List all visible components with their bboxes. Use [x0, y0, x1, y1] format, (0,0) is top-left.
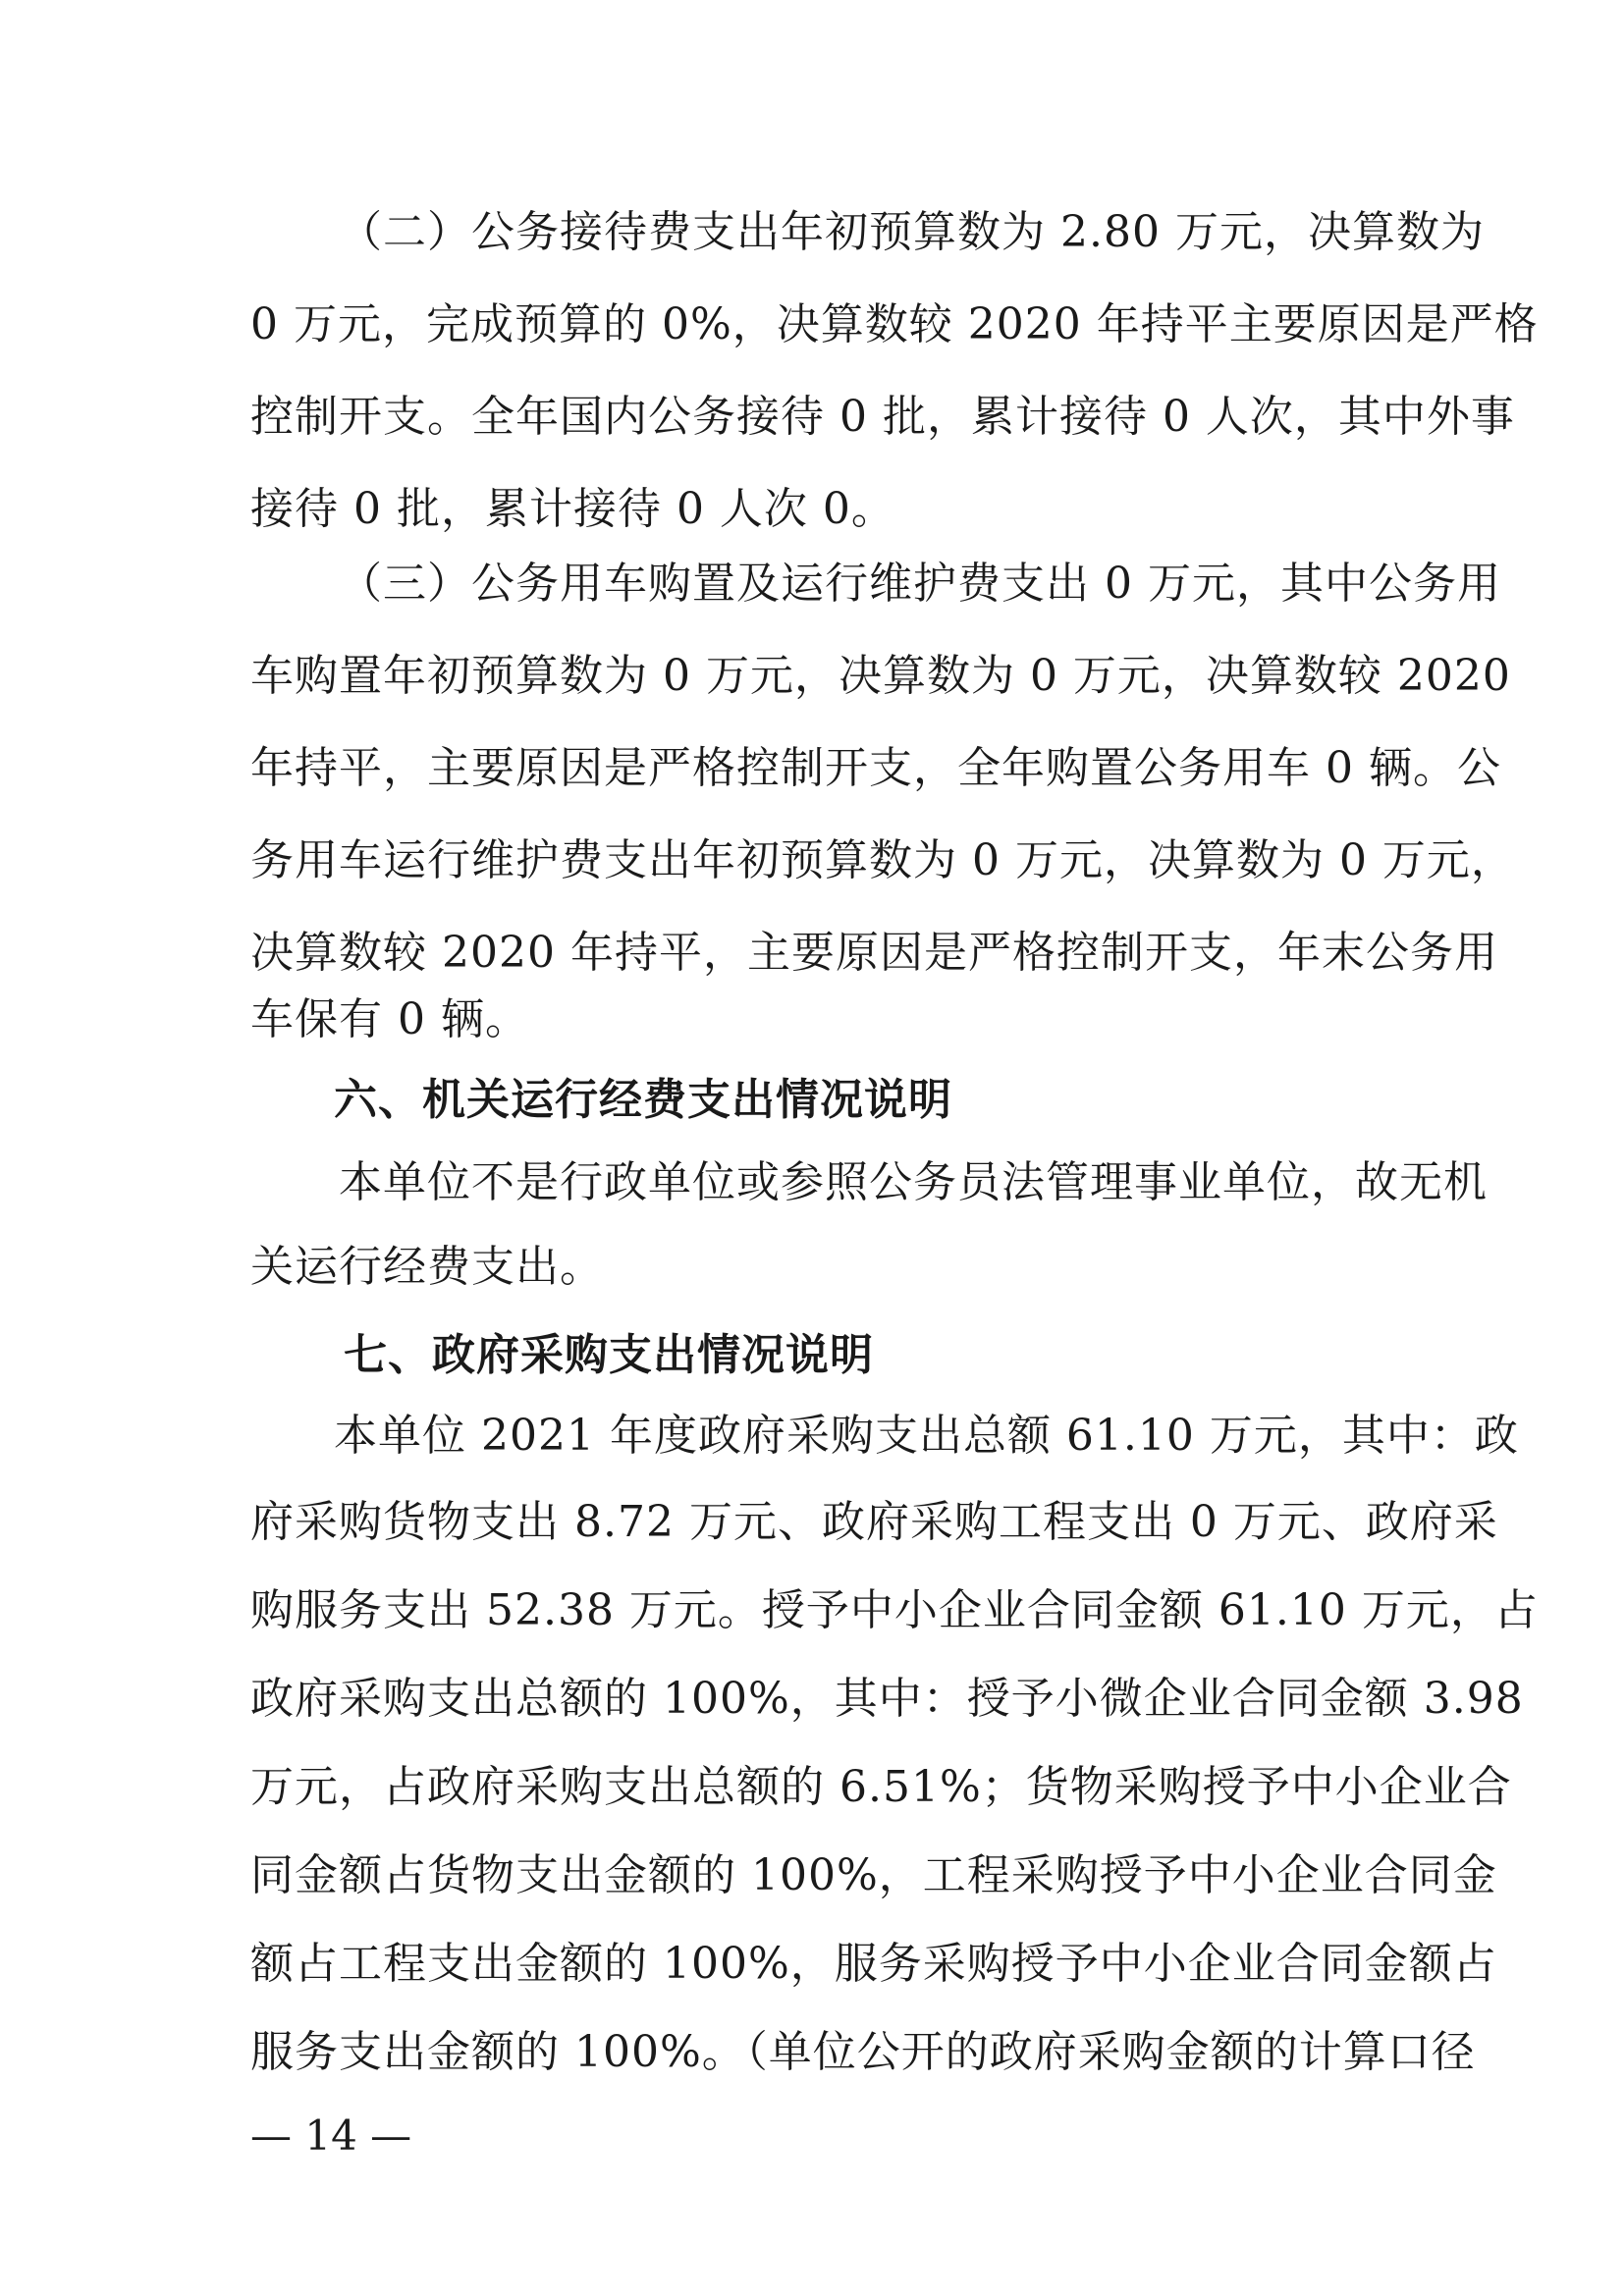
text-line: 同金额占货物支出金额的 100%，工程采购授予中小企业合同金: [250, 1850, 1497, 1900]
text-line: 政府采购支出总额的 100%，其中：授予小微企业合同金额 3.98: [250, 1674, 1524, 1724]
text-line: （二）公务接待费支出年初预算数为 2.80 万元，决算数为: [339, 207, 1485, 257]
text-line: 关运行经费支出。: [250, 1242, 604, 1292]
text-line: 务用车运行维护费支出年初预算数为 0 万元，决算数为 0 万元，: [250, 835, 1515, 885]
text-line: 额占工程支出金额的 100%，服务采购授予中小企业合同金额占: [250, 1939, 1497, 1989]
text-line: 控制开支。全年国内公务接待 0 批，累计接待 0 人次，其中外事: [250, 392, 1515, 442]
text-line: 车保有 0 辆。: [250, 994, 529, 1044]
text-line: 本单位不是行政单位或参照公务员法管理事业单位，故无机: [339, 1157, 1488, 1207]
text-line: 服务支出金额的 100%。（单位公开的政府采购金额的计算口径: [250, 2027, 1476, 2077]
text-line: 购服务支出 52.38 万元。授予中小企业合同金额 61.10 万元，占: [250, 1585, 1539, 1635]
text-line: 车购置年初预算数为 0 万元，决算数为 0 万元，决算数较 2020: [250, 651, 1511, 701]
text-line: 本单位 2021 年度政府采购支出总额 61.10 万元，其中：政: [334, 1411, 1519, 1461]
page-number: — 14 —: [250, 2111, 412, 2160]
text-line: 府采购货物支出 8.72 万元、政府采购工程支出 0 万元、政府采: [250, 1497, 1498, 1547]
section-heading-6: 六、机关运行经费支出情况说明: [334, 1075, 952, 1125]
text-line: 0 万元，完成预算的 0%，决算数较 2020 年持平主要原因是严格: [250, 299, 1539, 349]
text-line: 接待 0 批，累计接待 0 人次 0。: [250, 484, 895, 534]
section-heading-7: 七、政府采购支出情况说明: [344, 1330, 874, 1380]
text-line: （三）公务用车购置及运行维护费支出 0 万元，其中公务用: [339, 559, 1501, 609]
text-line: 决算数较 2020 年持平，主要原因是严格控制开支，年末公务用: [250, 928, 1498, 978]
text-line: 年持平，主要原因是严格控制开支，全年购置公务用车 0 辆。公: [250, 743, 1501, 793]
text-line: 万元，占政府采购支出总额的 6.51%；货物采购授予中小企业合: [250, 1762, 1512, 1812]
